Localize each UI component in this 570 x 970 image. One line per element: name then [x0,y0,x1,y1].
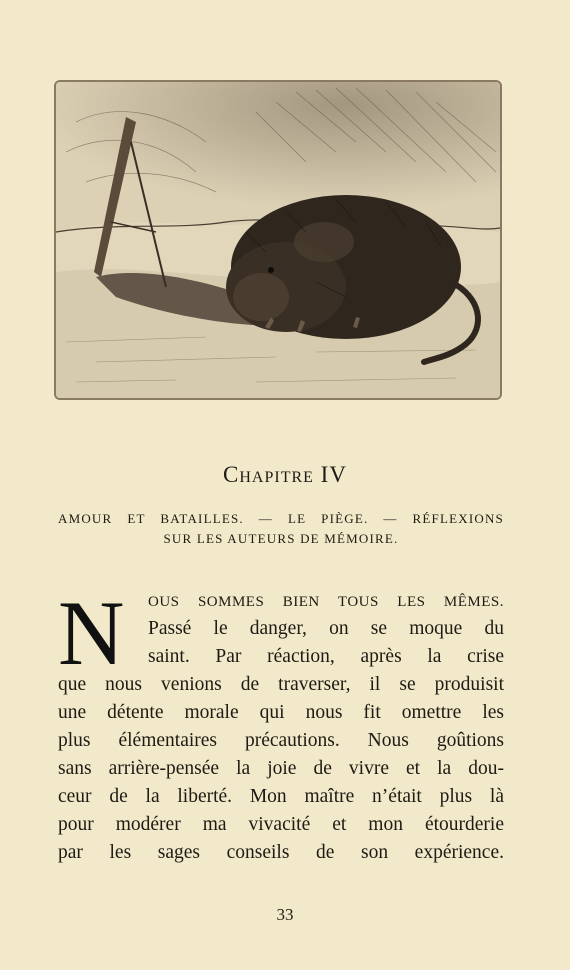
drop-cap: N [58,582,125,684]
body-paragraph [58,582,504,867]
text-line: saint. Par réaction, après la crise [148,646,504,667]
text-line [148,587,504,615]
etching-illustration [54,80,502,400]
first-line-text: OUS SOMMES BIEN TOUS LES MÊMES. [148,594,504,610]
text-line: que nous venions de traverser, il se produisit [58,674,504,695]
chapter-summary-line: SUR LES AUTEURS DE MÉMOIRE. [163,531,399,546]
chapter-title: Chapitre IV [223,462,347,487]
text-line: Passé le danger, on se moque du [148,618,504,639]
text-line: plus élémentaires précautions. Nous goûtions [58,730,504,751]
text-line: sans arrière-pensée la joie de vivre et la dou- [58,758,504,779]
text-line: ceur de la liberté. Mon maître n’était plus là [58,786,504,807]
page-number: 33 [276,905,294,924]
chapter-summary [58,509,504,549]
text-line: pour modérer ma vivacité et mon étourderie [58,814,504,835]
text-line: par les sages conseils de son expérience. [58,842,504,863]
text-line: une détente morale qui nous fit omettre les [58,702,504,723]
rat-etching-icon [56,82,500,398]
chapter-summary-line: AMOUR ET BATAILLES. — LE PIÈGE. — RÉFLEXIONS [58,511,504,526]
